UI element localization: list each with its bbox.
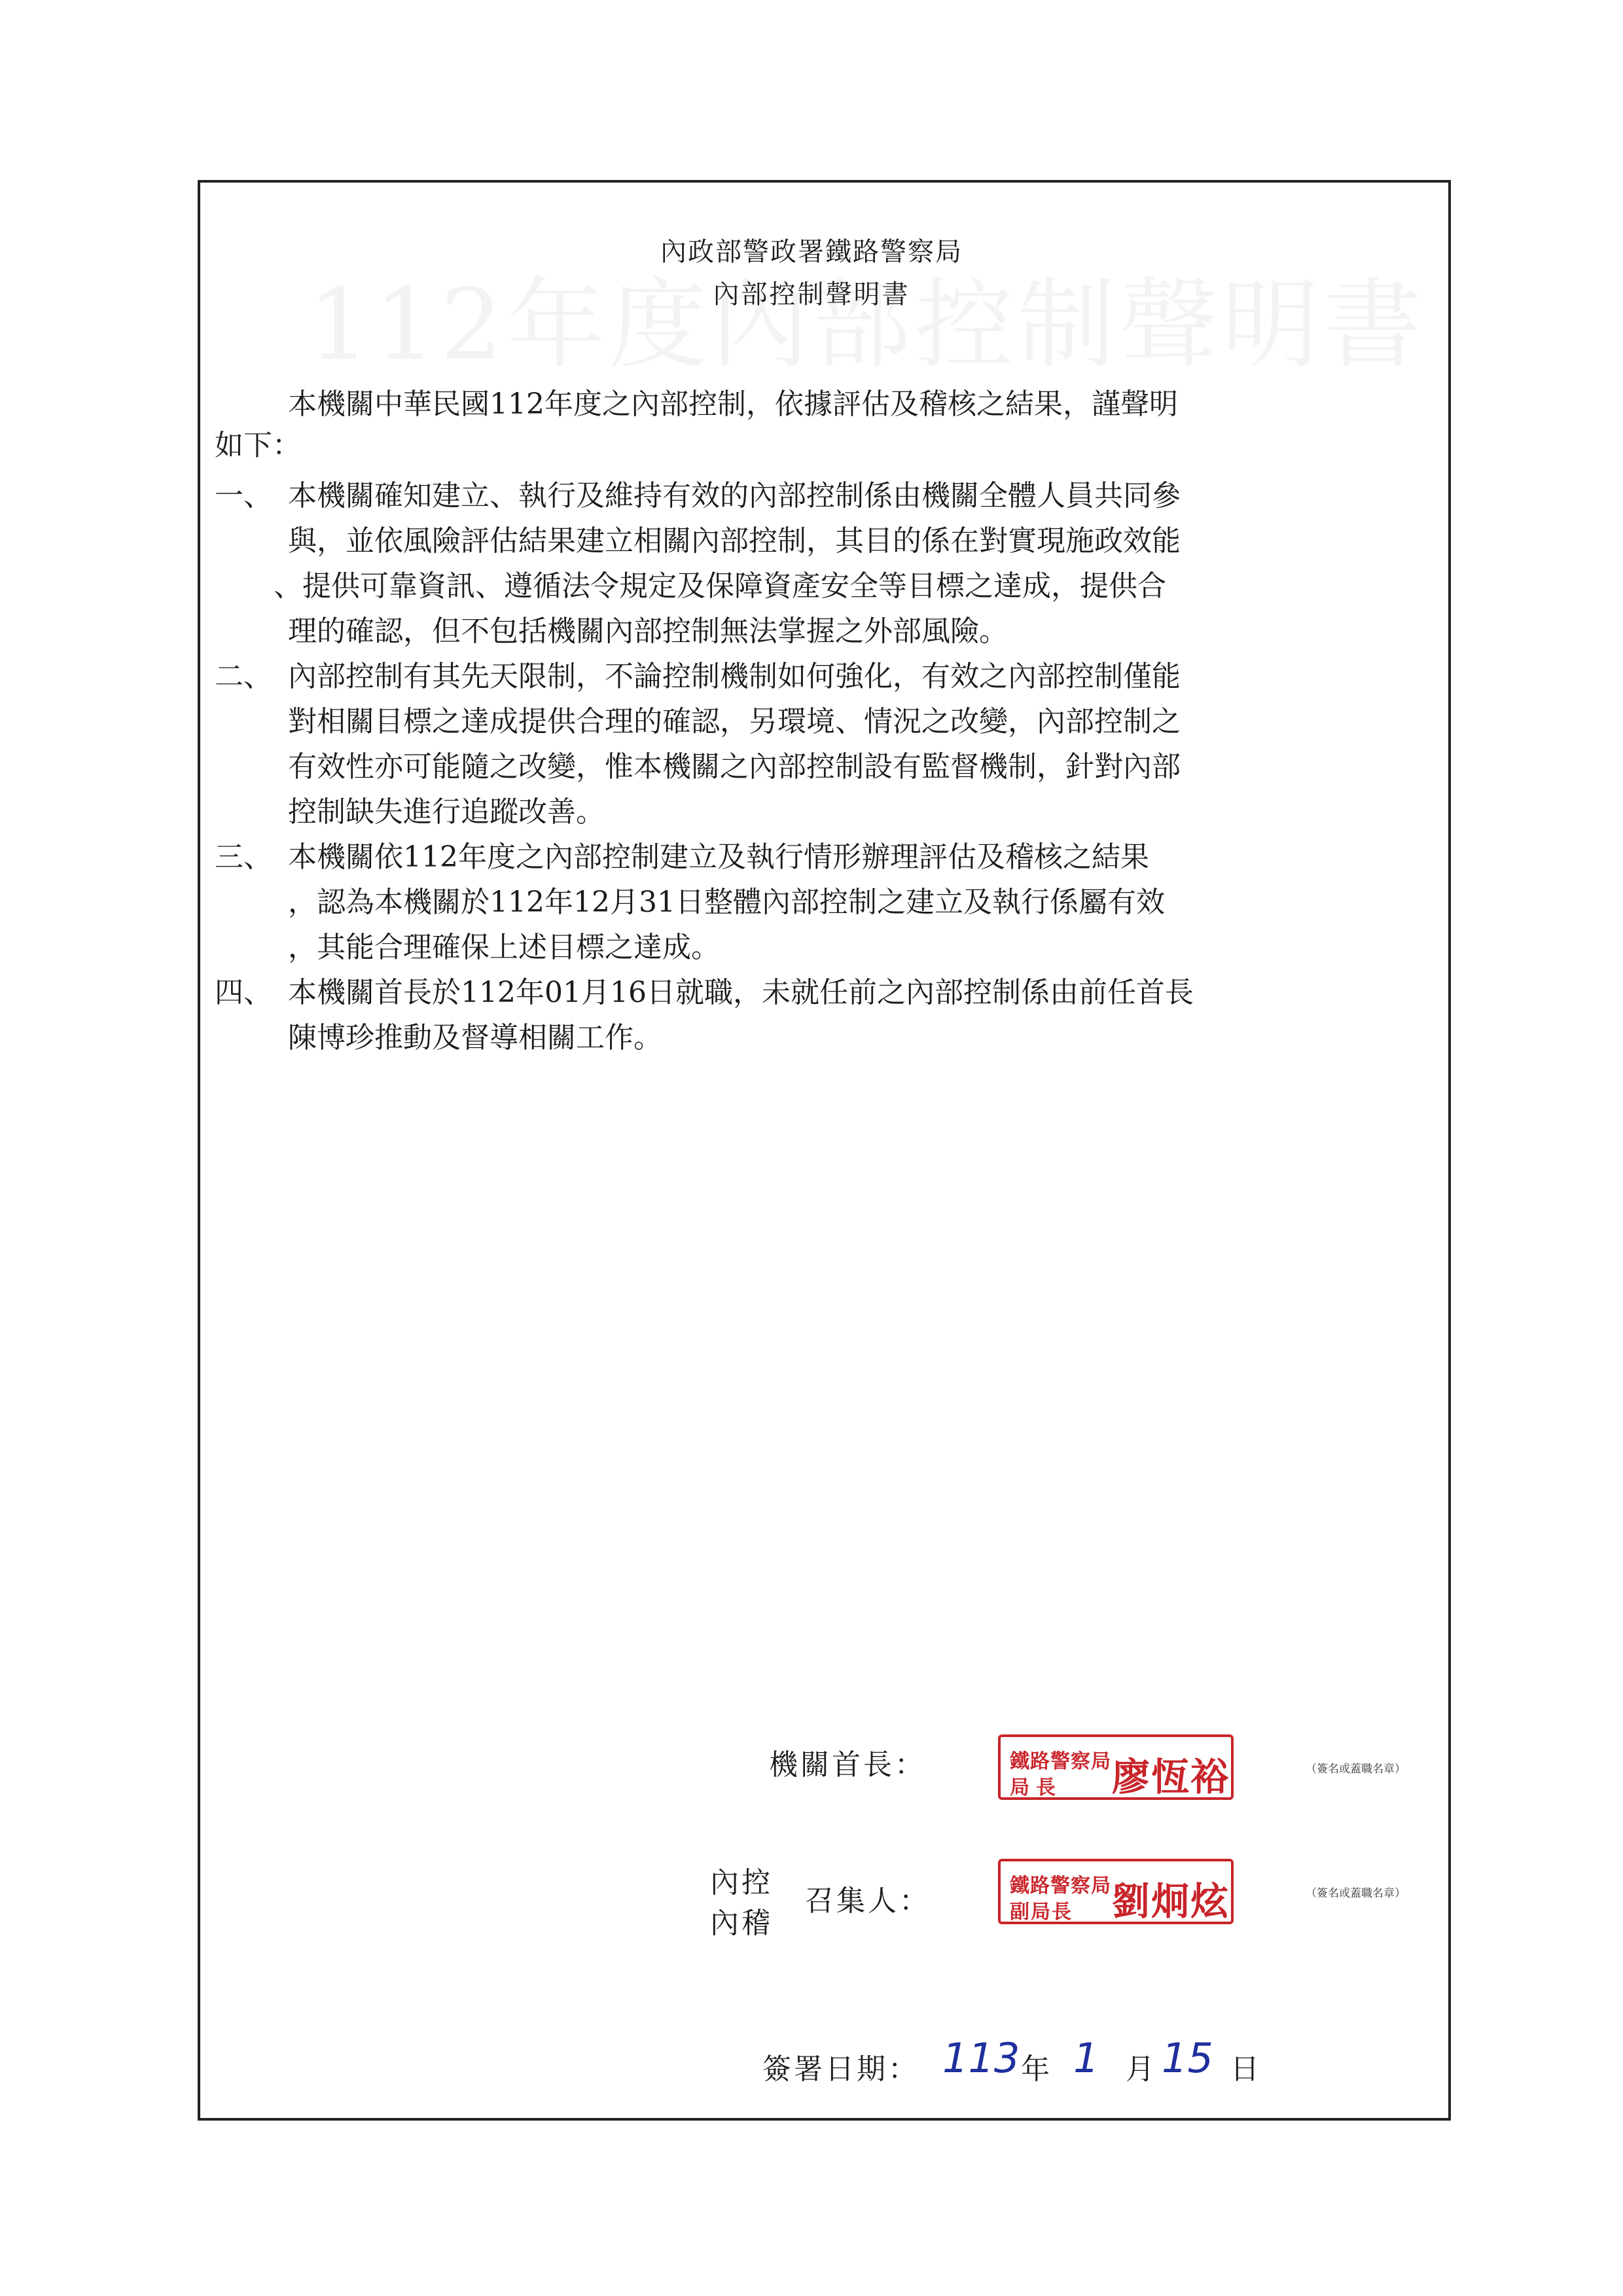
item-3-line-3: ，其能合理確保上述目標之達成。 [288,931,720,964]
agency-head-label: 機關首長： [769,1748,926,1782]
document-title: 內部控制聲明書 [713,279,910,310]
agency-head-sign-note: （簽名或蓋職名章） [1306,1763,1406,1776]
document-border [198,180,1451,2121]
item-2-line-2: 對相關目標之達成提供合理的確認，另環境、情況之改變，內部控制之 [288,705,1181,738]
signing-date-year-unit: 年 [1021,2053,1052,2086]
item-1-number: 一、 [215,479,272,512]
agency-head-seal [998,1734,1234,1800]
signing-date-month-unit: 月 [1126,2053,1157,2086]
signing-date-day: 15 [1162,2034,1213,2082]
item-3-number: 三、 [215,840,272,874]
intro-line-1: 本機關中華民國112年度之內部控制，依據評估及稽核之結果，謹聲明 [288,387,1178,421]
convener-label-internal-audit: 內稽 [710,1907,773,1940]
item-1-line-4: 理的確認，但不包括機關內部控制無法掌握之外部風險。 [288,615,1008,648]
agency-head-seal-name: 廖恆裕 [1112,1755,1230,1799]
item-1-line-3: 、提供可靠資訊、遵循法令規定及保障資產安全等目標之達成，提供合 [274,569,1166,603]
item-1-line-1: 本機關確知建立、執行及維持有效的內部控制係由機關全體人員共同參 [288,479,1181,512]
item-2-number: 二、 [215,660,272,693]
item-4-line-1: 本機關首長於112年01月16日就職，未就任前之內部控制係由前任首長 [288,976,1194,1009]
item-3-line-1: 本機關依112年度之內部控制建立及執行情形辦理評估及稽核之結果 [288,840,1149,874]
item-2-line-3: 有效性亦可能隨之改變，惟本機關之內部控制設有監督機制，針對內部 [288,750,1181,783]
item-2-line-4: 控制缺失進行追蹤改善。 [288,795,605,829]
agency-head-seal-role: 局長 [1010,1776,1062,1799]
item-2-line-1: 內部控制有其先天限制，不論控制機制如何強化，有效之內部控制僅能 [288,660,1181,693]
item-3-line-2: ，認為本機關於112年12月31日整體內部控制之建立及執行係屬有效 [288,886,1165,919]
convener-seal-name: 劉炯炫 [1112,1879,1230,1924]
convener-seal-role: 副局長 [1010,1901,1073,1924]
item-1-line-2: 與，並依風險評估結果建立相關內部控制，其目的係在對實現施政效能 [288,524,1181,558]
convener-seal-org: 鐵路警察局 [1010,1874,1111,1897]
convener-seal [998,1859,1234,1924]
signing-date-day-unit: 日 [1230,2053,1262,2086]
signing-date-month: 1 [1073,2034,1099,2082]
intro-line-2: 如下： [215,429,301,462]
agency-head-seal-org: 鐵路警察局 [1010,1750,1111,1773]
issuing-organization: 內政部警政署鐵路警察局 [660,237,963,267]
signing-date-year: 113 [942,2034,1020,2082]
convener-label: 召集人： [805,1884,931,1918]
item-4-number: 四、 [215,976,272,1009]
signing-date-label: 簽署日期： [762,2053,919,2086]
convener-sign-note: （簽名或蓋職名章） [1306,1887,1406,1900]
convener-label-internal-control: 內控 [710,1866,773,1899]
item-4-line-2: 陳博珍推動及督導相關工作。 [288,1021,662,1054]
